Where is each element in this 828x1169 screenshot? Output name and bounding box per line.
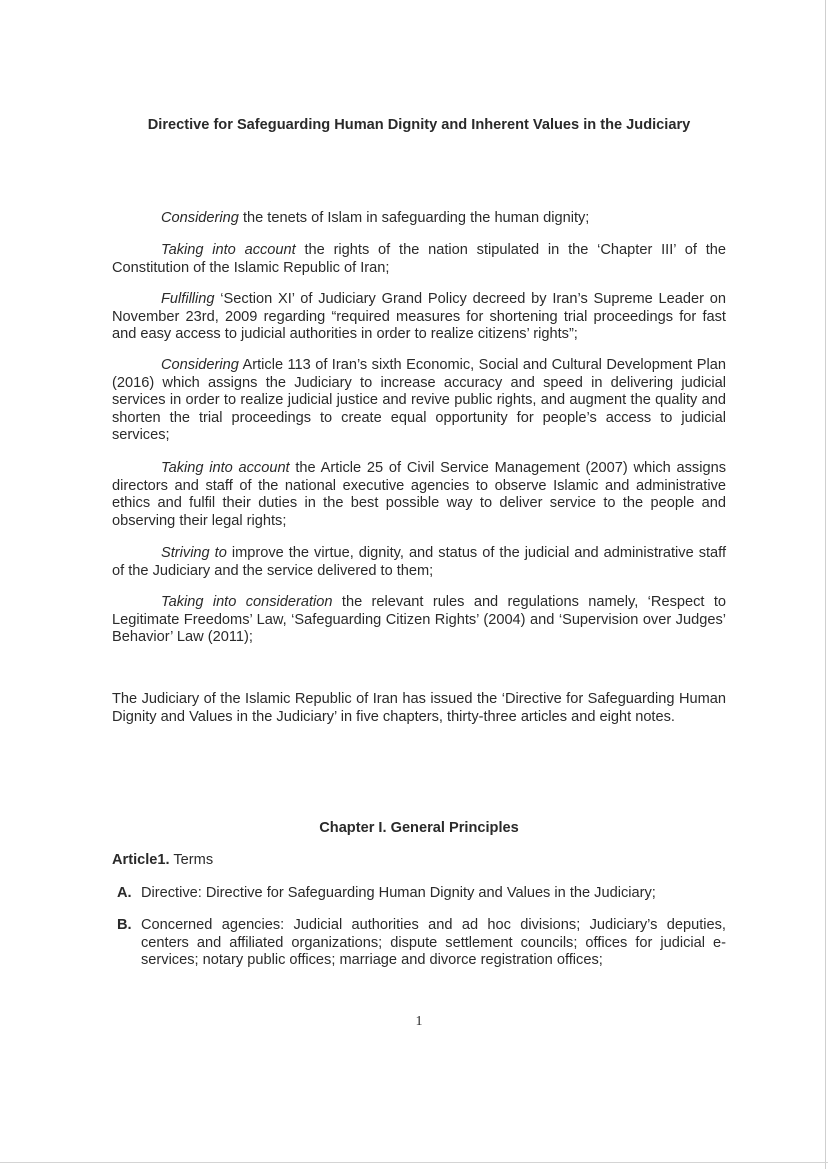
article-heading — [112, 852, 726, 870]
list-item — [112, 885, 726, 903]
preamble-paragraph — [112, 357, 726, 445]
preamble-paragraph — [112, 210, 726, 228]
issuance-paragraph: The Judiciary of the Islamic Republic of Iran has issued the ‘Directive for Safeguarding Human Dignity and Values in the Judiciary’ in five chapters, thirty-three articles and eight notes. — [112, 691, 726, 725]
preamble-paragraph — [112, 291, 726, 344]
preamble-paragraph — [112, 460, 726, 530]
paragraph-text: improve the virtue, dignity, and status of the judicial and administrative staff of the Judiciary and the service delivered to them; — [112, 545, 727, 579]
paragraph-lead: Taking into consideration — [161, 594, 333, 610]
preamble-paragraph — [112, 545, 726, 580]
paragraph-lead: Fulfilling — [161, 291, 215, 307]
preamble-paragraph — [112, 594, 726, 647]
paragraph-text: ‘Section XI’ of Judiciary Grand Policy decreed by Iran’s Supreme Leader on November 23rd, 2009 regarding “required measures for shortening trial proceedings for fast and easy access to judicial authorities in order to realize citizens’ rights”; — [112, 291, 726, 343]
page-number: 1 — [415, 1014, 423, 1029]
list-item-letter: A. — [117, 885, 132, 901]
paragraph-lead: Striving to — [161, 545, 227, 561]
paragraph-text: Article 113 of Iran’s sixth Economic, Social and Cultural Development Plan (2016) which assigns the Judiciary to increase accuracy and speed in delivering judicial services in order to realize judicial justice and revive public rights, and augment the quality and shorten the trial proceedings to create equal opportunity for people’s access to judicial services; — [112, 357, 726, 444]
list-item-text: Concerned agencies: Judicial authorities and ad hoc divisions; Judiciary’s deputies, centers and affiliated organizations; dispute settlement councils; offices for judicial e-services; notary public offices; marriage and divorce registration offices; — [141, 917, 726, 969]
paragraph-lead: Considering — [161, 357, 239, 373]
article-title: Terms — [169, 852, 214, 868]
article-label: Article1. — [112, 852, 170, 868]
chapter-heading: Chapter I. General Principles — [319, 820, 519, 836]
paragraph-lead: Taking into account — [161, 242, 296, 258]
paragraph-text: the Article 25 of Civil Service Management (2007) which assigns directors and staff of the national executive agencies to observe Islamic and administrative ethics and fulfil their duties in the best possible way to deliver service to the people and observing their legal rights; — [112, 460, 726, 529]
page-edge-bottom — [0, 1162, 828, 1163]
preamble-paragraph — [112, 242, 726, 277]
paragraph-lead: Considering — [161, 210, 239, 226]
list-item — [112, 917, 726, 970]
list-item-letter: B. — [117, 917, 132, 933]
paragraph-text: the tenets of Islam in safeguarding the human dignity; — [238, 210, 590, 226]
page-edge-right — [825, 0, 826, 1169]
document-title: Directive for Safeguarding Human Dignity and Inherent Values in the Judiciary — [147, 117, 691, 133]
paragraph-text: the relevant rules and regulations namely, ‘Respect to Legitimate Freedoms’ Law, ‘Safeguarding Citizen Rights’ (2004) and ‘Supervision over Judges’ Behavior’ Law (2011); — [112, 594, 726, 646]
list-item-text: Directive: Directive for Safeguarding Human Dignity and Values in the Judiciary; — [141, 885, 656, 901]
paragraph-lead: Taking into account — [161, 460, 290, 476]
paragraph-text: the rights of the nation stipulated in the ‘Chapter III’ of the Constitution of the Islamic Republic of Iran; — [112, 242, 727, 276]
